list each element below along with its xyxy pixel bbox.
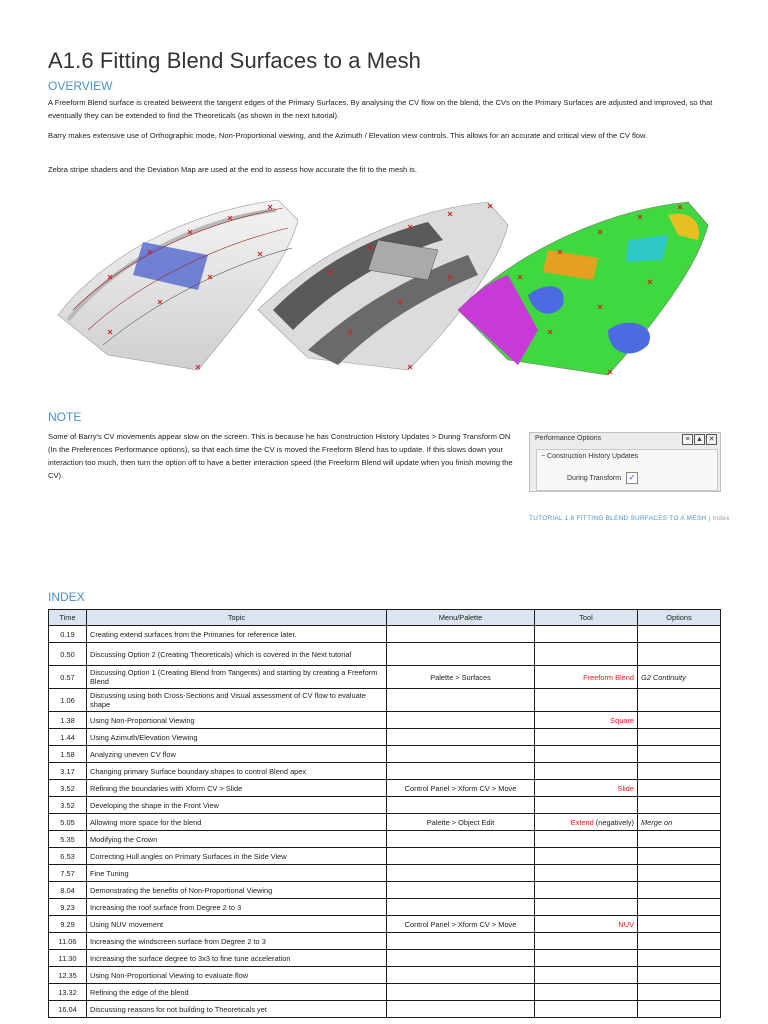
cell-topic: Fine Tuning (87, 865, 387, 882)
cell-topic: Allowing more space for the blend (87, 814, 387, 831)
cell-topic: Demonstrating the benefits of Non-Proportional Viewing (87, 882, 387, 899)
index-table (48, 609, 721, 1018)
table-row (49, 916, 721, 933)
cell-tool (535, 1001, 638, 1018)
table-row (49, 626, 721, 643)
tool-note: (negatively) (595, 817, 634, 827)
cell-options (638, 865, 721, 882)
tool-name: NUV (618, 919, 634, 929)
cell-time: 1.06 (49, 689, 87, 712)
surface-renders-svg (48, 180, 720, 385)
table-row (49, 814, 721, 831)
cell-time: 5.05 (49, 814, 87, 831)
cell-options (638, 689, 721, 712)
col-header-options: Options (638, 610, 721, 626)
cell-tool (535, 626, 638, 643)
cell-options (638, 831, 721, 848)
footer-separator: | (708, 515, 711, 522)
cell-tool (535, 899, 638, 916)
col-header-tool: Tool (535, 610, 638, 626)
cell-options (638, 643, 721, 666)
cell-topic: Increasing the surface degree to 3x3 to fine tune acceleration (87, 950, 387, 967)
surface-renders-figure (48, 180, 720, 385)
cell-options (638, 848, 721, 865)
cell-options (638, 763, 721, 780)
panel-collapse-icon[interactable]: ▲ (694, 434, 705, 445)
table-row (49, 1001, 721, 1018)
cell-time: 5.35 (49, 831, 87, 848)
cell-tool (535, 814, 638, 831)
cell-menu (387, 933, 535, 950)
cell-tool (535, 848, 638, 865)
cell-options (638, 1001, 721, 1018)
cell-tool (535, 643, 638, 666)
cell-menu (387, 1001, 535, 1018)
cell-options (638, 729, 721, 746)
tool-name: Square (610, 715, 634, 725)
cell-time: 8.04 (49, 882, 87, 899)
cell-time: 1.58 (49, 746, 87, 763)
cell-tool (535, 797, 638, 814)
index-header-row (49, 610, 721, 626)
cell-time: 7.57 (49, 865, 87, 882)
cell-menu (387, 967, 535, 984)
cell-tool (535, 831, 638, 848)
table-row (49, 763, 721, 780)
table-row (49, 780, 721, 797)
cell-time: 3.17 (49, 763, 87, 780)
page-title: A1.6 Fitting Blend Surfaces to a Mesh (48, 48, 422, 73)
overview-paragraph-2: Barry makes extensive use of Orthographic mode, Non-Proportional viewing, and the Azimuth / Elevation view controls. This allows for an accurate and critical view of the CV flow. (48, 131, 648, 140)
cell-time: 16.04 (49, 1001, 87, 1018)
cell-options: G2 Continuity (638, 666, 721, 689)
note-paragraph: Some of Barry's CV movements appear slow on the screen. This is because he has Construction History Updates > During Transform ON (In the Preferences Performance options), so that each time the CV is moved the Freeform Blend has to update. If this slows down your interaction too much, then turn the option off to have a better interaction speed (the Freeform Blend will update when you finish moving the CV). (48, 432, 513, 480)
table-row (49, 967, 721, 984)
table-row (49, 882, 721, 899)
during-transform-checkbox[interactable]: ✓ (626, 472, 638, 484)
cell-topic: Increasing the roof surface from Degree 2 to 3 (87, 899, 387, 916)
cell-topic: Refining the edge of the blend (87, 984, 387, 1001)
cell-topic: Using Non-Proportional Viewing (87, 712, 387, 729)
table-row (49, 899, 721, 916)
cell-options (638, 882, 721, 899)
cell-tool (535, 780, 638, 797)
table-row (49, 831, 721, 848)
performance-options-title: Performance Options (535, 435, 602, 442)
cell-time: 9.23 (49, 899, 87, 916)
cell-menu: Palette > Surfaces (387, 666, 535, 689)
overview-heading: OVERVIEW (48, 79, 113, 93)
cell-options (638, 899, 721, 916)
construction-history-label: Construction History Updates (547, 453, 639, 460)
cell-time: 9.29 (49, 916, 87, 933)
cell-menu (387, 643, 535, 666)
performance-options-panel (529, 432, 721, 492)
col-header-menu: Menu/Palette (387, 610, 535, 626)
tutorial-link[interactable]: TUTORIAL 1.6 FITTING BLEND SURFACES TO A MESH (529, 515, 707, 522)
table-row (49, 643, 721, 666)
cell-topic: Discussing Option 2 (Creating Theoreticals) which is covered in the Next tutorial (87, 643, 387, 666)
cell-options (638, 626, 721, 643)
cell-tool (535, 689, 638, 712)
cell-menu (387, 882, 535, 899)
cell-time: 0.19 (49, 626, 87, 643)
cell-topic: Discussing using both Cross-Sections and Visual assessment of CV flow to evaluate shape (87, 689, 387, 712)
table-row (49, 950, 721, 967)
cell-topic: Modifying the Crown (87, 831, 387, 848)
cell-menu (387, 797, 535, 814)
tool-name: Extend (570, 817, 594, 827)
panel-window-controls (682, 434, 717, 445)
cell-menu (387, 899, 535, 916)
cell-menu (387, 950, 535, 967)
cell-menu (387, 746, 535, 763)
cell-topic: Analyzing uneven CV flow (87, 746, 387, 763)
cell-topic: Discussing Option 1 (Creating Blend from Tangents) and starting by creating a Freeform Blend (87, 666, 387, 689)
col-header-topic: Topic (87, 610, 387, 626)
cell-time: 3.52 (49, 780, 87, 797)
table-row (49, 865, 721, 882)
cell-options (638, 933, 721, 950)
cell-topic: Refining the boundaries with Xform CV > Slide (87, 780, 387, 797)
overview-paragraph-3: Zebra stripe shaders and the Deviation Map are used at the end to assess how accurate the fit to the mesh is. (48, 165, 417, 174)
cell-time: 6.53 (49, 848, 87, 865)
cell-tool (535, 746, 638, 763)
col-header-time: Time (49, 610, 87, 626)
cell-menu (387, 848, 535, 865)
index-link[interactable]: Index (712, 515, 730, 522)
cell-time: 13.32 (49, 984, 87, 1001)
tool-name: Slide (617, 783, 634, 793)
cell-topic: Using NUV movement (87, 916, 387, 933)
render-wireframe-blend (58, 200, 298, 370)
cell-topic: Using Azimuth/Elevation Viewing (87, 729, 387, 746)
footer-breadcrumb (529, 515, 730, 522)
performance-options-body (536, 449, 718, 491)
cell-tool (535, 967, 638, 984)
tool-name: Freeform Blend (583, 672, 634, 682)
table-row (49, 729, 721, 746)
cell-tool (535, 763, 638, 780)
cell-time: 11.30 (49, 950, 87, 967)
cell-menu: Palette > Object Edit (387, 814, 535, 831)
cell-topic: Changing primary Surface boundary shapes to control Blend apex (87, 763, 387, 780)
construction-history-row[interactable] (541, 453, 638, 460)
cell-tool (535, 712, 638, 729)
cell-topic: Creating extend surfaces from the Primaries for reference later. (87, 626, 387, 643)
cell-topic: Developing the shape in the Front View (87, 797, 387, 814)
index-heading: INDEX (48, 590, 85, 604)
table-row (49, 746, 721, 763)
table-row (49, 984, 721, 1001)
cell-menu (387, 865, 535, 882)
cell-tool (535, 666, 638, 689)
cell-tool (535, 933, 638, 950)
cell-tool (535, 865, 638, 882)
cell-topic: Using Non-Proportional Viewing to evaluate flow (87, 967, 387, 984)
note-heading: NOTE (48, 410, 82, 424)
cell-menu: Control Panel > Xform CV > Move (387, 916, 535, 933)
cell-time: 0.50 (49, 643, 87, 666)
table-row (49, 712, 721, 729)
cell-tool (535, 882, 638, 899)
table-row (49, 689, 721, 712)
cell-tool (535, 984, 638, 1001)
cell-options (638, 780, 721, 797)
table-row (49, 797, 721, 814)
cell-time: 3.52 (49, 797, 87, 814)
cell-menu (387, 984, 535, 1001)
panel-menu-icon[interactable]: ≡ (682, 434, 693, 445)
cell-menu: Control Panel > Xform CV > Move (387, 780, 535, 797)
cell-menu (387, 763, 535, 780)
expand-minus-icon[interactable]: − (541, 453, 546, 460)
cell-tool (535, 950, 638, 967)
cell-menu (387, 729, 535, 746)
cell-tool (535, 729, 638, 746)
cell-topic: Increasing the windscreen surface from Degree 2 to 3 (87, 933, 387, 950)
cell-options (638, 950, 721, 967)
cell-options: Merge on (638, 814, 721, 831)
overview-paragraph-1: A Freeform Blend surface is created betweent the tangent edges of the Primary Surfaces. By analysing the CV flow on the blend, the CVs on the Primary Surfaces are adjusted and improved, so that eventually they can be extended to find the Theoreticals (as shown in the next tutorial). (48, 98, 713, 120)
table-row (49, 848, 721, 865)
cell-options (638, 984, 721, 1001)
cell-menu (387, 626, 535, 643)
during-transform-label: During Transform (567, 474, 622, 482)
cell-tool (535, 916, 638, 933)
cell-time: 11.06 (49, 933, 87, 950)
cell-options (638, 797, 721, 814)
cell-menu (387, 831, 535, 848)
table-row (49, 933, 721, 950)
cell-options (638, 746, 721, 763)
panel-close-icon[interactable]: ✕ (706, 434, 717, 445)
cell-options (638, 916, 721, 933)
cell-menu (387, 712, 535, 729)
cell-time: 12.35 (49, 967, 87, 984)
during-transform-row (567, 472, 638, 484)
cell-time: 1.44 (49, 729, 87, 746)
cell-options (638, 712, 721, 729)
cell-menu (387, 689, 535, 712)
cell-time: 1.38 (49, 712, 87, 729)
cell-topic: Correcting Hull angles on Primary Surfaces in the Side View (87, 848, 387, 865)
cell-topic: Discussing reasons for not building to Theoreticals yet (87, 1001, 387, 1018)
cell-time: 0.57 (49, 666, 87, 689)
cell-options (638, 967, 721, 984)
table-row (49, 666, 721, 689)
